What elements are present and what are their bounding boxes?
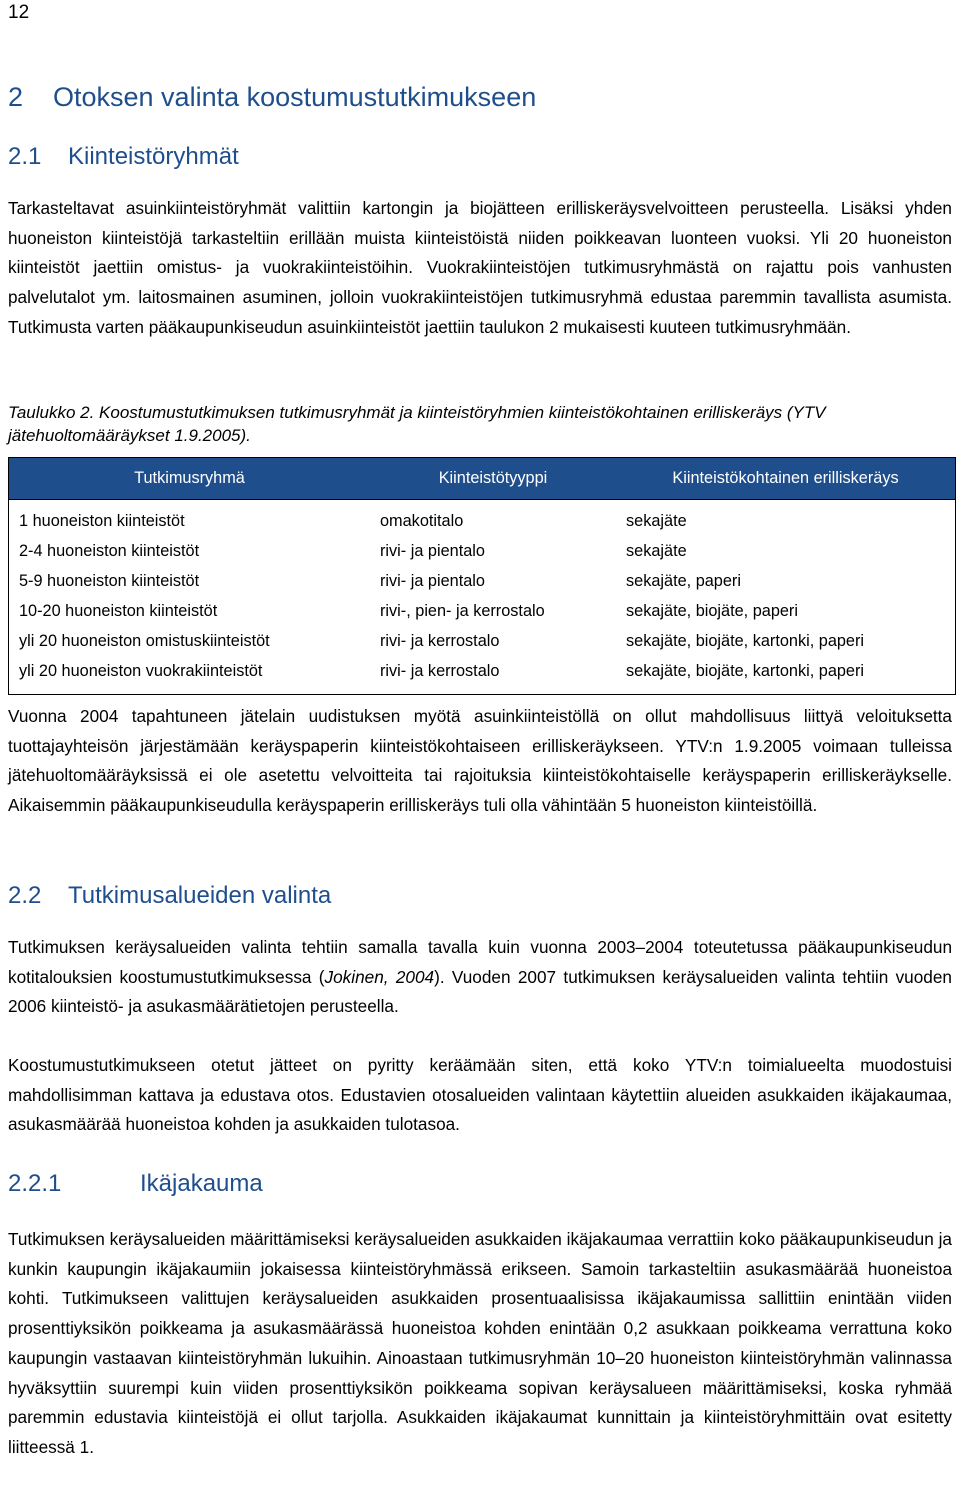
table-row <box>9 656 956 695</box>
header-erilliskerays: Kiinteistökohtainen erilliskeräys <box>616 458 956 500</box>
cell-type: rivi- ja kerrostalo <box>380 631 500 650</box>
subsubsection-title: Ikäjakauma <box>140 1170 263 1197</box>
subsubsection-number: 2.2.1 <box>8 1170 62 1197</box>
cell-type: rivi- ja pientalo <box>380 541 485 560</box>
cell-group: 5-9 huoneiston kiinteistöt <box>19 571 200 590</box>
table-row <box>9 566 956 596</box>
cell-type: rivi- ja pientalo <box>380 571 485 590</box>
cell-group: 10-20 huoneiston kiinteistöt <box>19 601 218 620</box>
section-title: Otoksen valinta koostumustutkimukseen <box>53 82 537 112</box>
section-heading <box>8 82 537 113</box>
table-row <box>9 596 956 626</box>
paragraph-tutkimusalueet-1 <box>8 933 952 1022</box>
cell-type: omakotitalo <box>380 511 464 530</box>
table-caption: Taulukko 2. Koostumustutkimuksen tutkimusryhmät ja kiinteistöryhmien kiinteistökohtainen erilliskeräys (YTV jätehuoltomääräykset 1.9.2005). <box>8 403 826 445</box>
table-header-row <box>9 458 956 500</box>
cell-group: 2-4 huoneiston kiinteistöt <box>19 541 200 560</box>
table-row <box>9 626 956 656</box>
cell-collection: sekajäte, biojäte, kartonki, paperi <box>626 661 865 680</box>
subsection-title: Kiinteistöryhmät <box>68 143 239 170</box>
cell-group: yli 20 huoneiston vuokrakiinteistöt <box>19 661 263 680</box>
subsection-title: Tutkimusalueiden valinta <box>68 882 332 909</box>
cell-collection: sekajäte, biojäte, paperi <box>626 601 798 620</box>
paragraph-text: ). Vuoden 2007 tutkimuksen keräysalueiden valinta tehtiin vuoden 2006 kiinteistö- ja asukasmäärätietojen perusteella. <box>8 966 952 1017</box>
paragraph-ikajakauma: Tutkimuksen keräysalueiden määrittämiseksi keräysalueiden asukkaiden ikäjakaumaa verrattiin koko pääkaupunkiseudun ja kunkin kaupungin ikäjakaumiin jokaisessa kiinteistöryhmässä erikseen. Samoin tarkasteltiin asukasmäärää huoneistoa kohti. Tutkimukseen valittujen keräysalueiden asukkaiden prosentuaalisissa ikäjakaumissa sallittiin enintään viiden prosenttiyksikön poikkeama ja asukasmäärässä huoneistoa kohden enintään 0,2 asukkaan poikkeama verrattuna koko kaupungin vastaavan kiinteistöryhmän lukuihin. Ainoastaan tutkimusryhmän 10–20 huoneiston kiinteistöryhmän valinnassa hyväksyttiin suurempi kuin viiden prosenttiyksikön poikkeama sopivan keräysalueen määrittämiseksi, koska ryhmää paremmin edustavia kiinteistöjä ei ollut tarjolla. Asukkaiden ikäjakaumat kunnittain ja kiinteistöryhmittäin ovat esitetty liitteessä 1. <box>8 1229 952 1457</box>
cell-collection: sekajäte, biojäte, kartonki, paperi <box>626 631 865 650</box>
table-row <box>9 500 956 537</box>
subsection-number: 2.2 <box>8 882 42 909</box>
research-groups-table <box>8 457 956 695</box>
cell-group: yli 20 huoneiston omistuskiinteistöt <box>19 631 270 650</box>
cell-collection: sekajäte <box>626 511 687 530</box>
cell-collection: sekajäte, paperi <box>626 571 741 590</box>
page-number: 12 <box>8 2 30 23</box>
header-kiinteistotyyppi: Kiinteistötyyppi <box>370 458 616 500</box>
table-row <box>9 536 956 566</box>
paragraph-after-table: Vuonna 2004 tapahtuneen jätelain uudistuksen myötä asuinkiinteistöllä on ollut mahdollisuus liittyä veloituksetta tuottajayhteisön järjestämään keräyspaperin kiinteistökohtaiseen erilliskeräykseen. YTV:n 1.9.2005 voimaan tulleissa jätehuoltomääräyksissä ei ole asetettu velvoitteita tai rajoituksia kiinteistökohtaiselle keräyspaperin erilliskeräykselle. Aikaisemmin pääkaupunkiseudulla keräyspaperin erilliskeräys tuli olla vähintään 5 huoneiston kiinteistöillä. <box>8 706 952 816</box>
header-tutkimusryhma: Tutkimusryhmä <box>9 458 371 500</box>
subsection-heading-2-1 <box>8 143 239 171</box>
section-number: 2 <box>8 82 24 112</box>
cell-collection: sekajäte <box>626 541 687 560</box>
citation: Jokinen, 2004 <box>324 966 435 987</box>
subsubsection-heading-2-2-1 <box>8 1170 263 1198</box>
subsection-heading-2-2 <box>8 882 332 910</box>
cell-group: 1 huoneiston kiinteistöt <box>19 511 185 530</box>
paragraph-tutkimusalueet-2: Koostumustutkimukseen otetut jätteet on pyritty keräämään siten, että koko YTV:n toimialueelta muodostuisi mahdollisimman kattava ja edustava otos. Edustavien otosalueiden valintaan käytettiin alueiden asukkaiden ikäjakaumaa, asukasmäärää huoneistoa kohden ja asukkaiden tulotasoa. <box>8 1055 952 1135</box>
cell-type: rivi-, pien- ja kerrostalo <box>380 601 545 620</box>
cell-type: rivi- ja kerrostalo <box>380 661 500 680</box>
paragraph-kiinteistoryhmat: Tarkasteltavat asuinkiinteistöryhmät valittiin kartongin ja biojätteen erilliskeräysvelvoitteen perusteella. Lisäksi yhden huoneiston kiinteistöjä tarkasteltiin erillään muista kiinteistöistä niiden poikkeavan luonteen vuoksi. Yli 20 huoneiston kiinteistöt jaettiin omistus- ja vuokrakiinteistöihin. Vuokrakiinteistöjen tutkimusryhmästä on rajattu pois vanhusten palvelutalot ym. laitosmainen asuminen, jolloin vuokrakiinteistöjen tutkimusryhmä edustaa paremmin tavallista asumista. Tutkimusta varten pääkaupunkiseudun asuinkiinteistöt jaettiin taulukon 2 mukaisesti kuuteen tutkimusryhmään. <box>8 198 952 337</box>
subsection-number: 2.1 <box>8 143 42 170</box>
paragraph-text: Tutkimuksen keräysalueiden valinta tehtiin samalla tavalla kuin vuonna 2003–2004 toteutetussa pääkaupunkiseudun kotitalouksien koostumustutkimuksessa ( <box>8 937 952 987</box>
